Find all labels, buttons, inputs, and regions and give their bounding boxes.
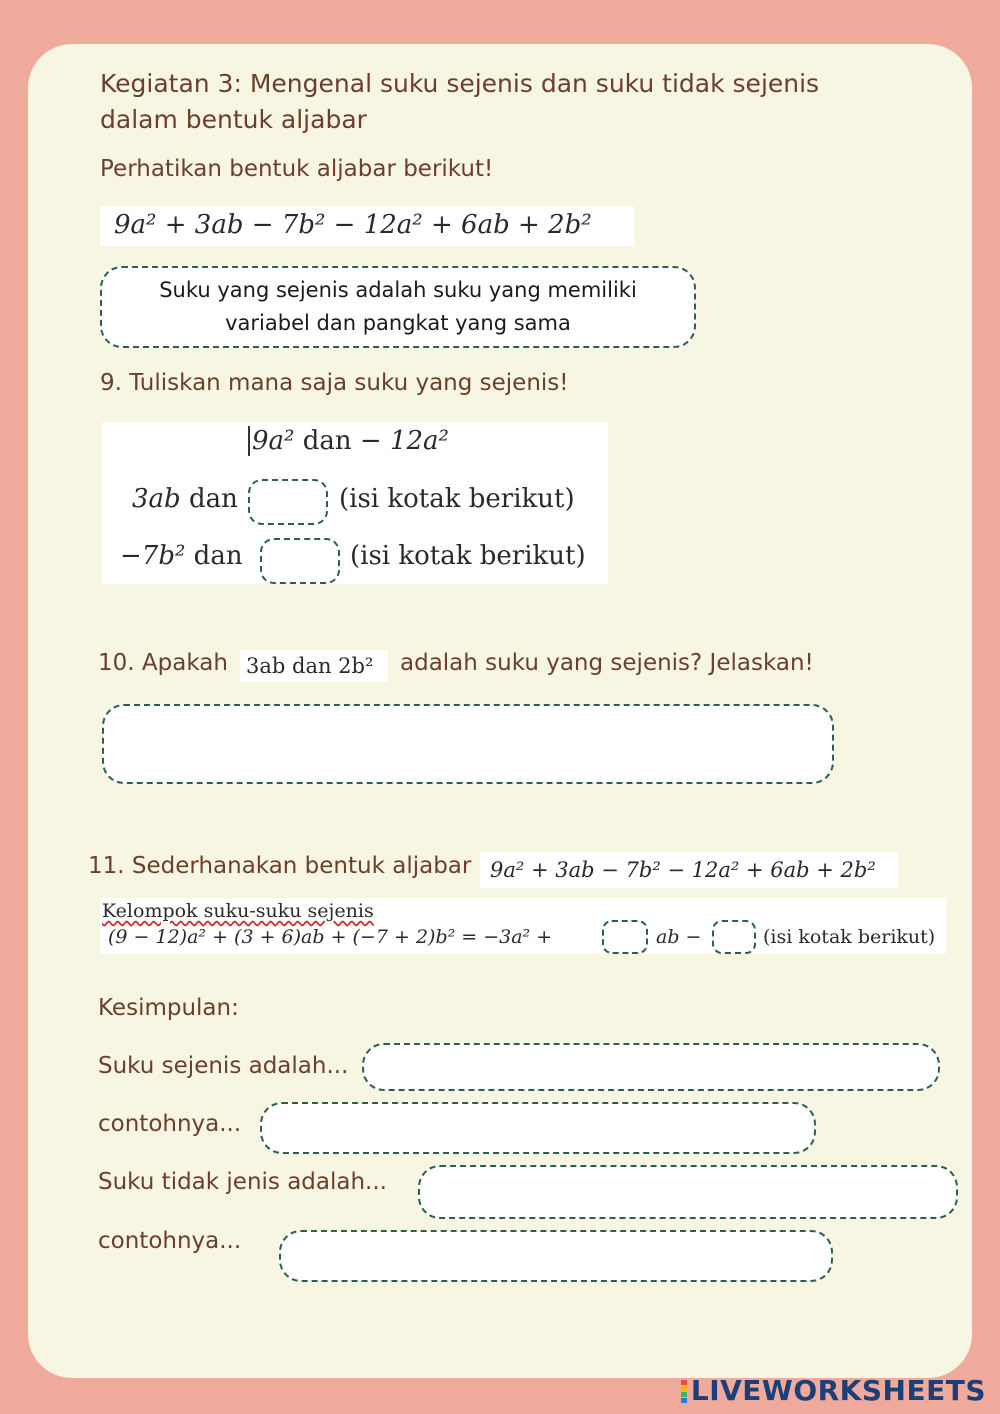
q9-answer-input-1[interactable] <box>250 481 326 523</box>
q11-answer-box-1[interactable] <box>602 920 648 954</box>
q11-ab-text: ab − <box>656 926 702 948</box>
question-11-label: 11. Sederhanakan bentuk aljabar <box>88 853 472 879</box>
q11-expression: 9a² + 3ab − 7b² − 12a² + 6ab + 2b² <box>480 852 898 888</box>
question-10-label-pre: 10. Apakah <box>98 650 228 676</box>
q9-row-3 <box>120 541 243 571</box>
activity-title: Kegiatan 3: Mengenal suku sejenis dan suku tidak sejenis dalam bentuk aljabar <box>100 69 820 134</box>
q9-answer-input-2[interactable] <box>262 540 338 582</box>
q9-row1-right: − 12a² <box>359 426 449 456</box>
question-10-label-post: adalah suku yang sejenis? Jelaskan! <box>400 650 814 676</box>
conclusion-row3-input[interactable] <box>420 1167 956 1217</box>
q11-answer-input-2[interactable] <box>714 922 754 952</box>
q9-answer-box-1[interactable] <box>248 479 328 525</box>
q11-work-panel <box>100 898 946 954</box>
q9-math-panel <box>102 422 608 584</box>
conclusion-row3-box[interactable] <box>418 1165 958 1219</box>
q9-answer-box-2[interactable] <box>260 538 340 584</box>
definition-text: Suku yang sejenis adalah suku yang memiliki variabel dan pangkat yang sama <box>159 278 637 335</box>
liveworksheets-logo-text: LIVEWORKSHEETS <box>690 1374 986 1407</box>
q10-answer-input[interactable] <box>104 706 832 782</box>
q11-hint: (isi kotak berikut) <box>763 926 936 948</box>
conclusion-row2-label: contohnya... <box>98 1111 242 1137</box>
q9-row3-left: −7b² <box>120 541 186 571</box>
conclusion-row1-input[interactable] <box>364 1045 938 1089</box>
conclusion-row4-label: contohnya... <box>98 1228 242 1254</box>
conclusion-row1-box[interactable] <box>362 1043 940 1091</box>
conclusion-row2-box[interactable] <box>260 1102 816 1154</box>
q9-row3-conj: dan <box>193 541 243 571</box>
conclusion-title: Kesimpulan: <box>98 995 239 1021</box>
q9-row-2 <box>132 484 238 514</box>
q9-row2-hint: (isi kotak berikut) <box>339 484 575 514</box>
q10-answer-box[interactable] <box>102 704 834 784</box>
q9-row1-conj: dan <box>302 426 352 456</box>
question-9-label: 9. Tuliskan mana saja suku yang sejenis! <box>100 370 569 396</box>
conclusion-row4-input[interactable] <box>281 1232 831 1280</box>
q9-row2-left: 3ab <box>132 484 181 514</box>
liveworksheets-logo-icon <box>681 1380 687 1404</box>
q9-row-1 <box>248 426 449 456</box>
question-10-inline-math: 3ab dan 2b² <box>240 650 388 682</box>
q11-answer-box-2[interactable] <box>712 920 756 954</box>
conclusion-row3-label: Suku tidak jenis adalah... <box>98 1169 387 1195</box>
definition-box <box>100 266 696 348</box>
conclusion-row1-label: Suku sejenis adalah... <box>98 1053 349 1079</box>
conclusion-row4-box[interactable] <box>279 1230 833 1282</box>
conclusion-row2-input[interactable] <box>262 1104 814 1152</box>
expression-box <box>100 206 634 246</box>
q11-answer-input-1[interactable] <box>604 922 646 952</box>
liveworksheets-logo[interactable] <box>681 1374 986 1407</box>
q9-row3-hint: (isi kotak berikut) <box>350 541 586 571</box>
q9-row1-left: 9a² <box>248 426 294 456</box>
q9-row2-conj: dan <box>188 484 238 514</box>
q11-work-text: (9 − 12)a² + (3 + 6)ab + (−7 + 2)b² = −3a² + <box>108 926 553 948</box>
expression-text: 9a² + 3ab − 7b² − 12a² + 6ab + 2b² <box>114 210 592 240</box>
instruction-text: Perhatikan bentuk aljabar berikut! <box>100 156 494 182</box>
q11-group-title: Kelompok suku-suku sejenis <box>102 900 374 922</box>
